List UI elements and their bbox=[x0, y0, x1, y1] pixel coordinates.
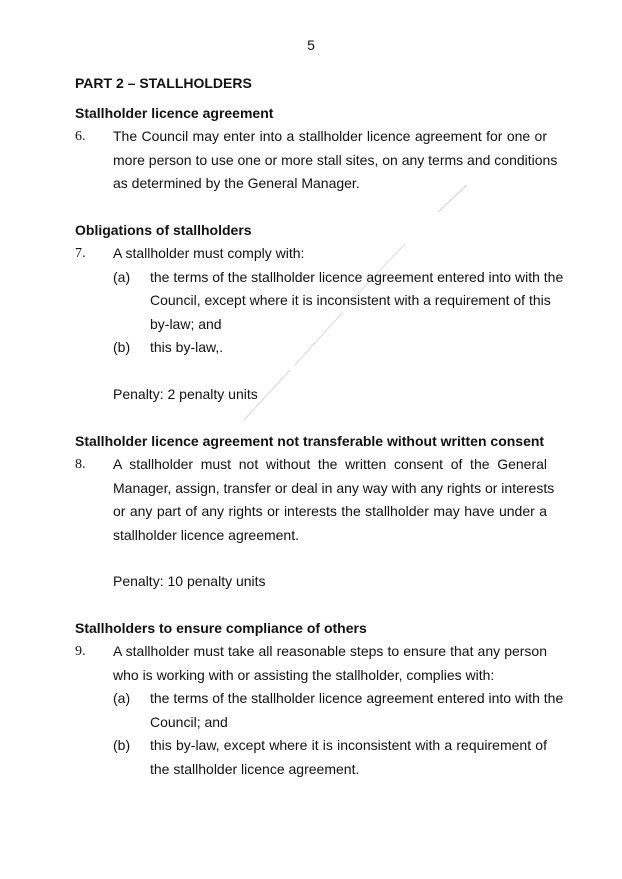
section-7-heading: Obligations of stallholders bbox=[75, 222, 252, 238]
section-7-item-a-label: (a) bbox=[113, 269, 131, 285]
section-9-item-b-label: (b) bbox=[113, 737, 131, 753]
section-6-line-2: more person to use one or more stall sites, on any terms and conditions bbox=[113, 152, 558, 168]
section-9-number: 9. bbox=[75, 644, 86, 659]
section-8-number: 8. bbox=[75, 457, 86, 472]
section-6-line-1: The Council may enter into a stallholder licence agreement for one or bbox=[113, 128, 547, 144]
section-7-item-b-line-1: this by-law,. bbox=[150, 339, 224, 355]
section-6-line-3: as determined by the General Manager. bbox=[113, 175, 360, 191]
section-8-heading: Stallholder licence agreement not transferable without written consent bbox=[75, 433, 545, 449]
section-9-line-1: A stallholder must take all reasonable steps to ensure that any person bbox=[113, 643, 547, 659]
section-9-item-a-line-1: the terms of the stallholder licence agreement entered into with the bbox=[150, 690, 564, 706]
section-7-item-a-line-3: by-law; and bbox=[150, 316, 222, 332]
section-9-item-b-line-2: the stallholder licence agreement. bbox=[150, 761, 360, 777]
section-7-item-a-line-1: the terms of the stallholder licence agreement entered into with the bbox=[150, 269, 564, 285]
section-7-penalty: Penalty: 2 penalty units bbox=[113, 386, 258, 402]
page-number: 5 bbox=[307, 37, 315, 53]
section-8-line-3: or any part of any rights or interests the stallholder may have under a bbox=[113, 503, 547, 519]
section-8-penalty: Penalty: 10 penalty units bbox=[113, 573, 266, 589]
section-6-number: 6. bbox=[75, 129, 86, 144]
section-7-item-b-label: (b) bbox=[113, 339, 131, 355]
section-8-line-1: A stallholder must not without the written consent of the General bbox=[113, 456, 547, 472]
section-7-number: 7. bbox=[75, 246, 86, 261]
part-heading: PART 2 – STALLHOLDERS bbox=[75, 75, 252, 91]
section-9-heading: Stallholders to ensure compliance of others bbox=[75, 620, 367, 636]
section-8-line-4: stallholder licence agreement. bbox=[113, 527, 299, 543]
section-9-line-2: who is working with or assisting the stallholder, complies with: bbox=[113, 667, 495, 683]
section-9-item-a-label: (a) bbox=[113, 690, 131, 706]
section-6-heading: Stallholder licence agreement bbox=[75, 105, 274, 121]
section-8-line-2: Manager, assign, transfer or deal in any way with any rights or interests bbox=[113, 480, 555, 496]
section-9-item-b-line-1: this by-law, except where it is inconsistent with a requirement of bbox=[150, 737, 547, 753]
section-7-line-1: A stallholder must comply with: bbox=[113, 245, 305, 261]
section-9-item-a-line-2: Council; and bbox=[150, 714, 228, 730]
section-7-item-a-line-2: Council, except where it is inconsistent with a requirement of this bbox=[150, 292, 551, 308]
